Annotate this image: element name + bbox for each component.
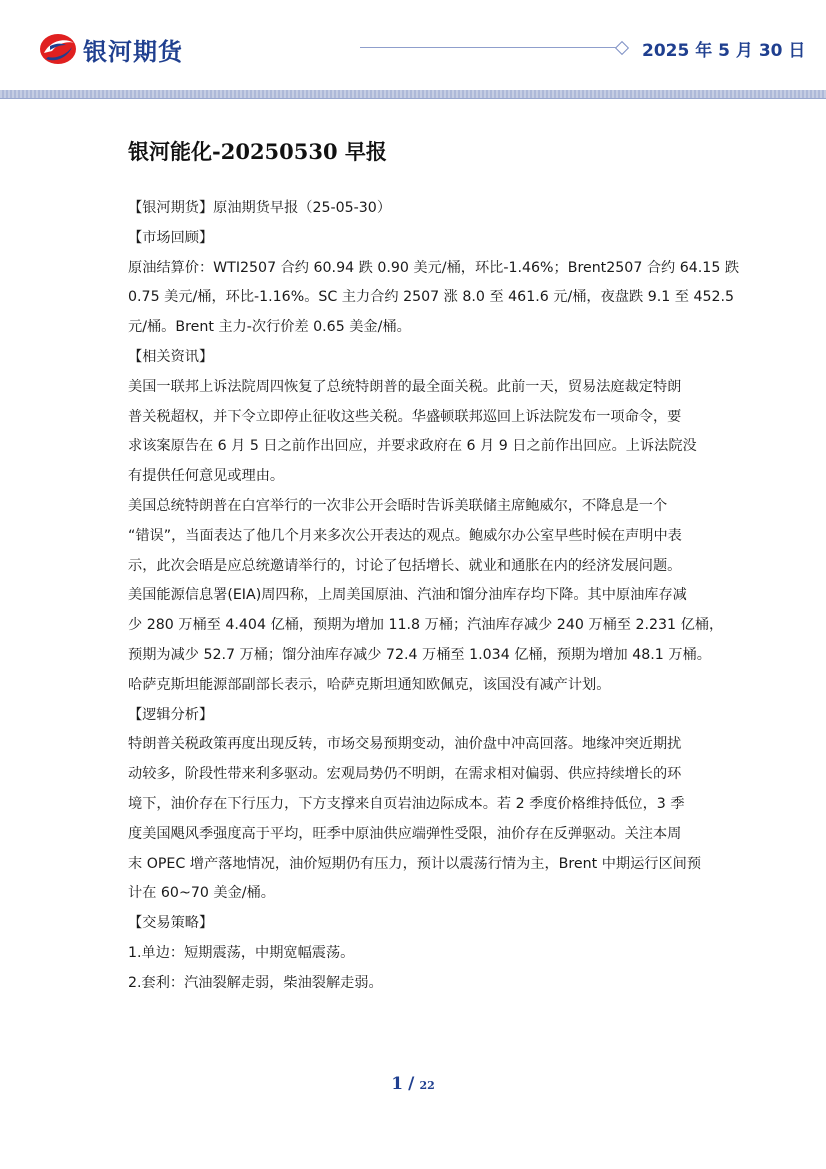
text-line: 0.75 美元/桶，环比-1.16%。SC 主力合约 2507 涨 8.0 至 461.6 元/桶，夜盘跌 9.1 至 452.5 [128,289,735,306]
text-line: 哈萨克斯坦能源部副部长表示，哈萨克斯坦通知欧佩克，该国没有减产计划。 [128,676,611,693]
diamond-icon [615,41,629,55]
text-line: 美国总统特朗普在白宫举行的一次非公开会晤时告诉美联储主席鲍威尔，不降息是一个 [128,497,668,514]
text-line: 元/桶。Brent 主力-次行价差 0.65 美金/桶。 [128,319,411,336]
report-body [128,196,740,997]
text-line: 原油结算价：WTI2507 合约 60.94 跌 0.90 美元/桶，环比-1.46%；Brent2507 合约 64.15 跌 [128,259,740,276]
section-heading-news: 【相关资讯】 [128,348,214,365]
header-band [0,90,826,99]
text-line: 美国能源信息署(EIA)周四称，上周美国原油、汽油和馏分油库存均下降。其中原油库存减 [128,587,687,604]
report-heading: 【银河期货】原油期货早报（25-05-30） [128,200,392,216]
page-total: 22 [419,1079,435,1092]
page-number: 1 [391,1074,404,1094]
page-footer [0,1074,826,1094]
strategy-item: 1.单边：短期震荡，中期宽幅震荡。 [128,944,355,961]
section-heading-analysis: 【逻辑分析】 [128,706,214,723]
text-line: 求该案原告在 6 月 5 日之前作出回应，并要求政府在 6 月 9 日之前作出回应。上诉法院没 [128,438,697,455]
text-line: 末 OPEC 增产落地情况，油价短期仍有压力，预计以震荡行情为主，Brent 中期运行区间预 [128,855,702,872]
report-date: 2025 年 5 月 30 日 [642,41,806,61]
text-line: 计在 60~70 美金/桶。 [128,885,275,902]
logo-text: 银河期货 [83,37,183,66]
text-line: 有提供任何意见或理由。 [128,468,285,485]
text-line: 普关税超权，并下令立即停止征收这些关税。华盛顿联邦巡回上诉法院发布一项命令，要 [128,408,682,425]
logo-mark-icon [38,31,78,67]
header-rule [360,47,618,48]
text-line: 特朗普关税政策再度出现反转，市场交易预期变动，油价盘中冲高回落。地缘冲突近期扰 [128,736,682,753]
page-header [0,0,826,100]
section-heading-market-review: 【市场回顾】 [128,229,214,246]
text-line: 美国一联邦上诉法院周四恢复了总统特朗普的最全面关税。此前一天，贸易法庭裁定特朗 [128,378,682,395]
logo [38,31,183,67]
strategy-item: 2.套利：汽油裂解走弱，柴油裂解走弱。 [128,974,383,991]
page-separator: / [408,1074,415,1094]
section-heading-strategy: 【交易策略】 [128,915,214,932]
text-line: 度美国飓风季强度高于平均，旺季中原油供应端弹性受限，油价存在反弹驱动。关注本周 [128,825,682,842]
text-line: 少 280 万桶至 4.404 亿桶，预期为增加 11.8 万桶；汽油库存减少 240 万桶至 2.231 亿桶， [128,617,724,634]
text-line: 示，此次会晤是应总统邀请举行的，讨论了包括增长、就业和通胀在内的经济发展问题。 [128,557,682,574]
text-line: “错误”，当面表达了他几个月来多次公开表达的观点。鲍威尔办公室早些时候在声明中表 [128,527,682,544]
text-line: 动较多，阶段性带来利多驱动。宏观局势仍不明朗，在需求相对偏弱、供应持续增长的环 [128,766,682,783]
text-line: 境下，油价存在下行压力，下方支撑来自页岩油边际成本。若 2 季度价格维持低位，3 季 [128,795,685,812]
page-title: 银河能化-20250530 早报 [128,139,387,164]
text-line: 预期为减少 52.7 万桶；馏分油库存减少 72.4 万桶至 1.034 亿桶，预期为增加 48.1 万桶。 [128,646,711,663]
